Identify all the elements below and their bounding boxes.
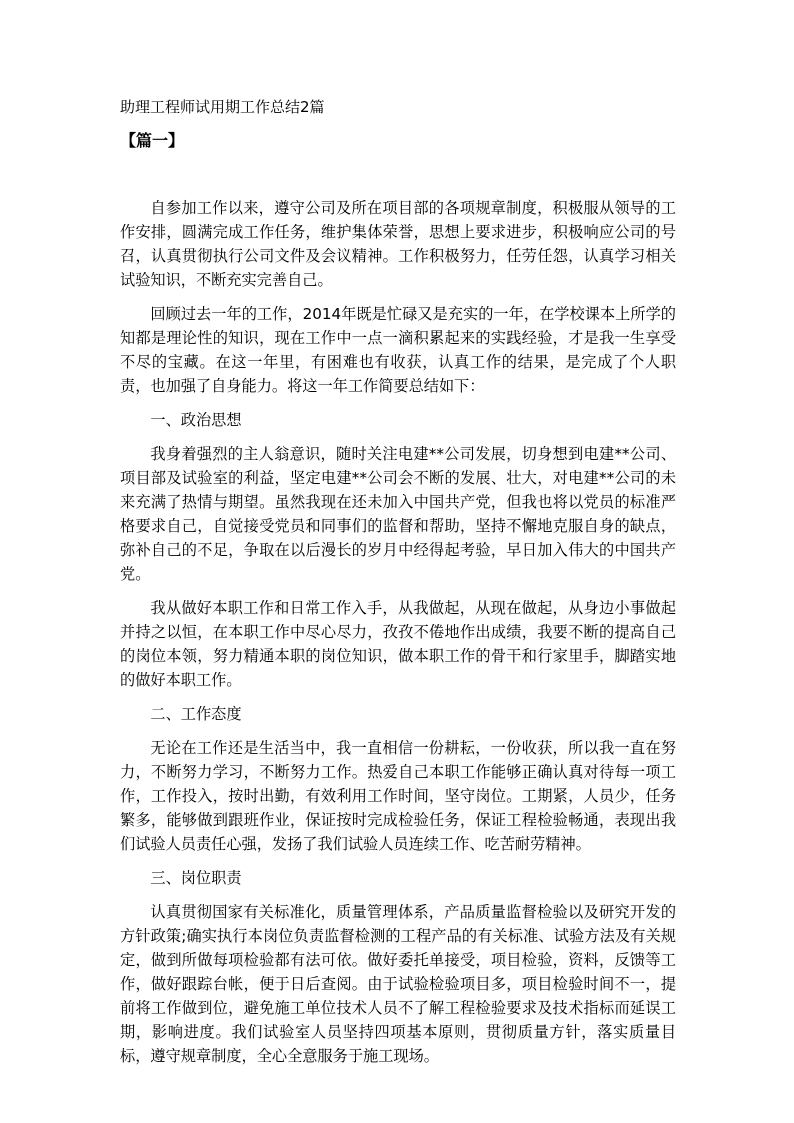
section-heading: 三、岗位职责 <box>150 869 242 887</box>
section-heading: 二、工作态度 <box>150 705 242 723</box>
section-heading: 一、政治思想 <box>150 411 242 429</box>
paragraph: 无论在工作还是生活当中，我一直相信一份耕耘，一份收获，所以我一直在努力，不断努力学习，不断努力工作。热爱自己本职工作能够正确认真对待每一项工作，工作投入，按时出勤，有效利用工作时间，坚守岗位。工期紧，人员少，任务繁多，能够做到跟班作业，保证按时完成检验任务，保证工程检验畅通，表现出我们试验人员责任心强，发扬了我们试验人员连续工作、吃苦耐劳精神。 <box>120 739 676 853</box>
paragraph: 回顾过去一年的工作，2014年既是忙碌又是充实的一年，在学校课本上所学的知都是理论性的知识，现在工作中一点一滴积累起来的实践经验，才是我一生享受不尽的宝藏。在这一年里，有困难也有收获，认真工作的结果，是完成了个人职责，也加强了自身能力。将这一年工作简要总结如下： <box>120 305 676 395</box>
section-label: 【篇一】 <box>120 131 185 150</box>
paragraph: 认真贯彻国家有关标准化，质量管理体系，产品质量监督检验以及研究开发的方针政策;确实执行本岗位负责监督检测的工程产品的有关标准、试验方法及有关规定，做到所做每项检验都有法可依。做好委托单接受，项目检验，资料，反馈等工作，做好跟踪台帐，便于日后查阅。由于试验检验项目多，项目检验时间不一，提前将工作做到位，避免施工单位技术人员不了解工程检验要求及技术指标而延误工期，影响进度。我们试验室人员坚持四项基本原则，贯彻质量方针，落实质量目标，遵守规章制度，全心全意服务于施工现场。 <box>120 903 676 1065</box>
document-title: 助理工程师试用期工作总结2篇 <box>120 98 325 116</box>
paragraph: 我身着强烈的主人翁意识，随时关注电建**公司发展，切身想到电建**公司、项目部及试验室的利益，坚定电建**公司会不断的发展、壮大，对电建**公司的未来充满了热情与期望。虽然我现在还未加入中国共产党，但我也将以党员的标准严格要求自己，自觉接受党员和同事们的监督和帮助，坚持不懈地克服自身的缺点，弥补自己的不足，争取在以后漫长的岁月中经得起考验，早日加入伟大的中国共产党。 <box>120 445 676 583</box>
document-body <box>120 196 676 1078</box>
paragraph: 自参加工作以来，遵守公司及所在项目部的各项规章制度，积极服从领导的工作安排，圆满完成工作任务，维护集体荣誉，思想上要求进步，积极响应公司的号召，认真贯彻执行公司文件及会议精神。工作积极努力，任劳任怨，认真学习相关试验知识，不断充实完善自己。 <box>120 199 676 289</box>
paragraph: 我从做好本职工作和日常工作入手，从我做起，从现在做起，从身边小事做起并持之以恒，在本职工作中尽心尽力，孜孜不倦地作出成绩，我要不断的提高自己的岗位本领，努力精通本职的岗位知识，做本职工作的骨干和行家里手，脚踏实地的做好本职工作。 <box>120 599 676 689</box>
